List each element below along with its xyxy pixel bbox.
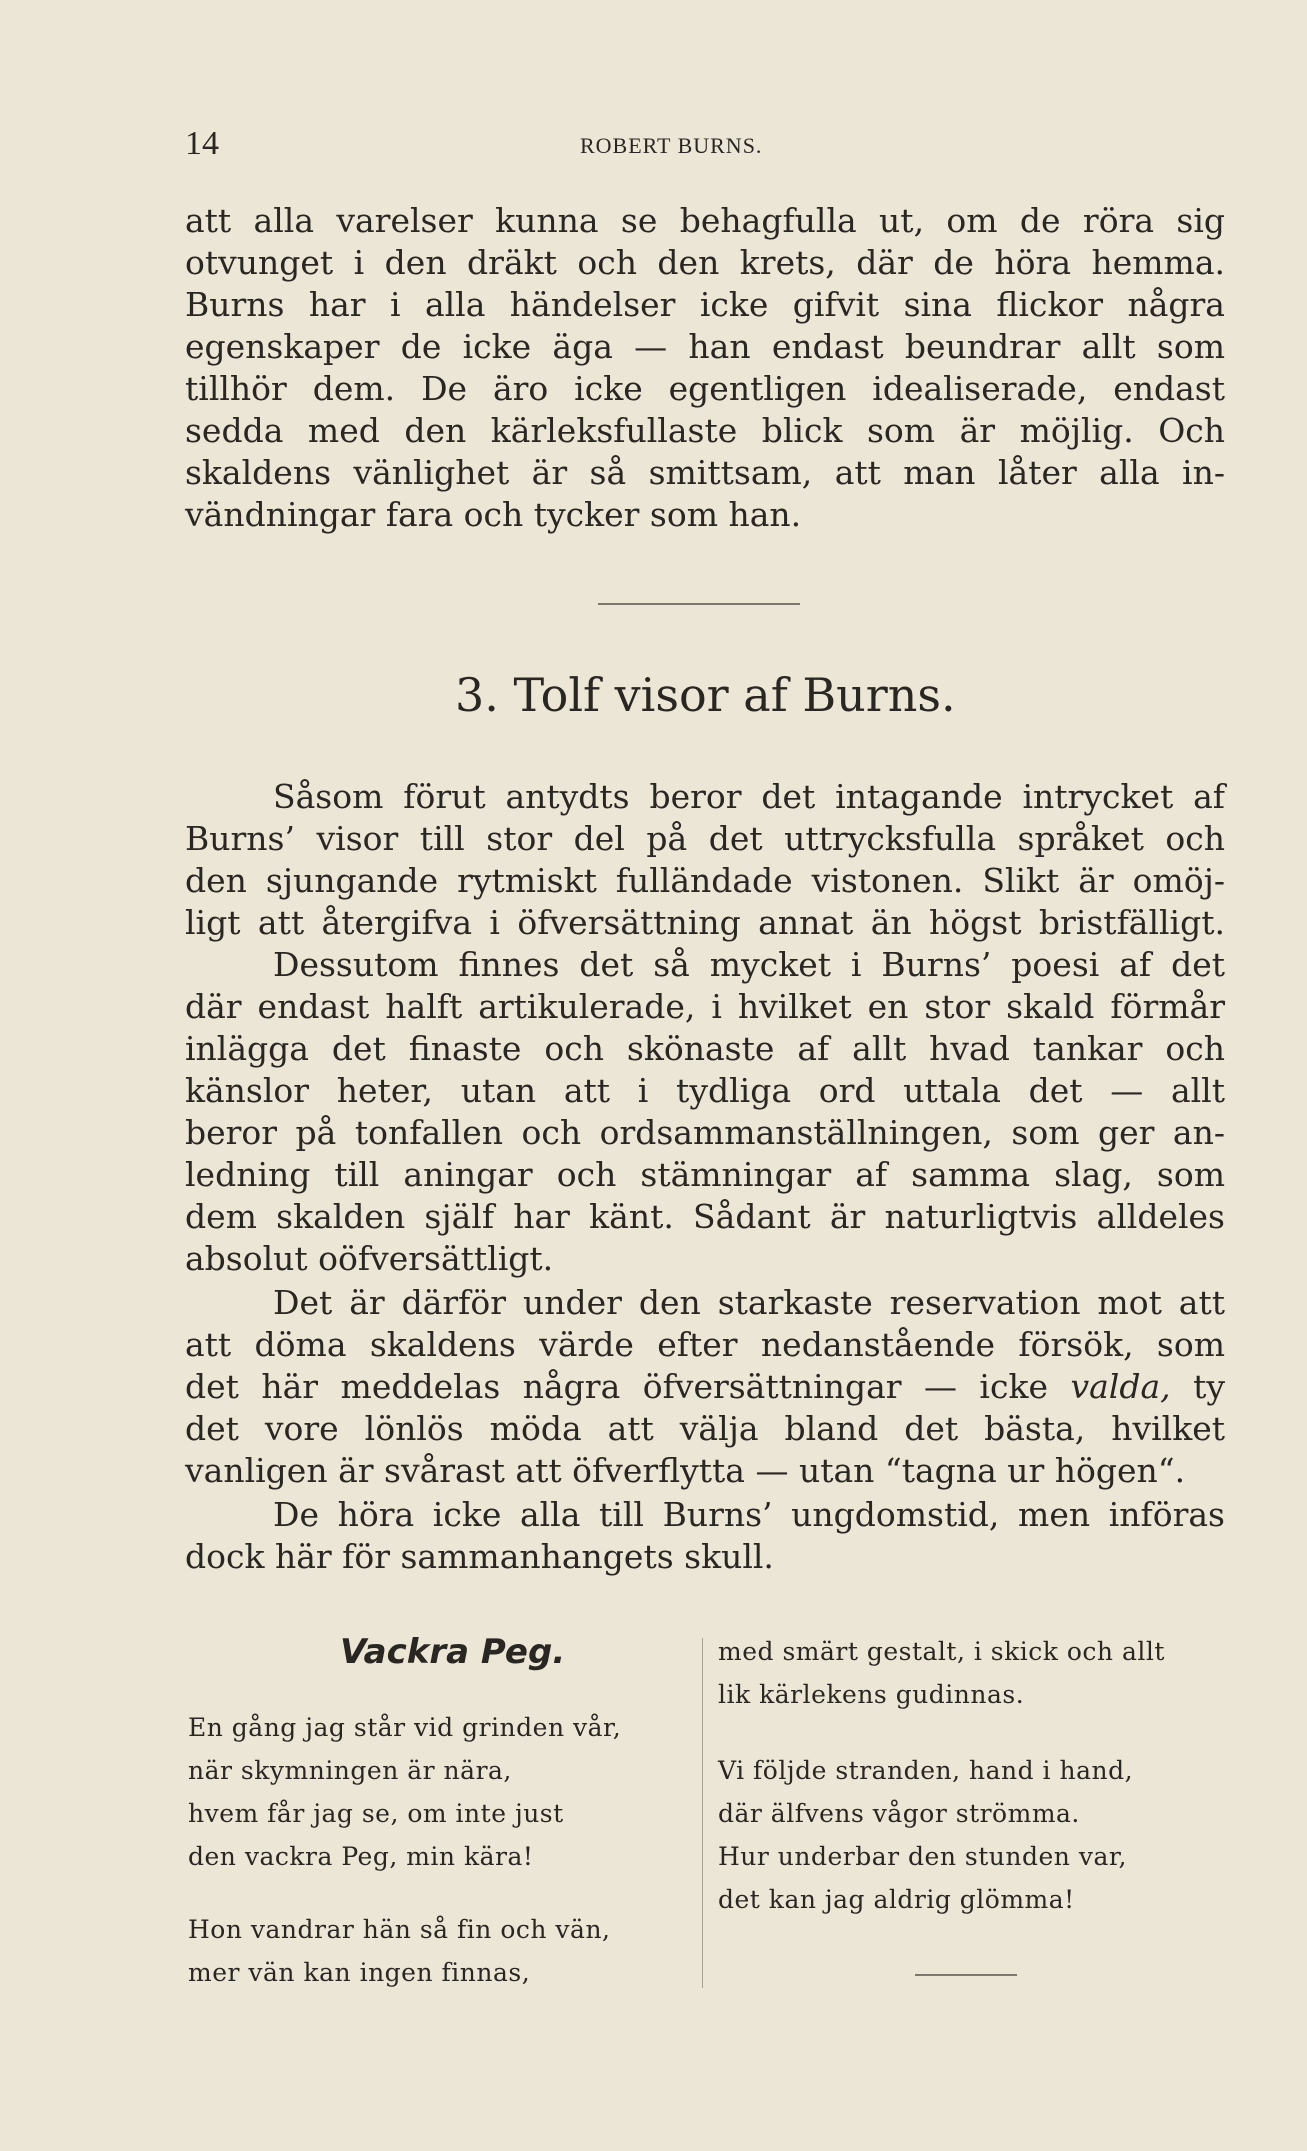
text-line: otvunget i den dräkt och den krets, där de höra hemma. bbox=[185, 243, 1225, 282]
text-line: sedda med den kärleksfullaste blick som är möjlig. Och bbox=[185, 411, 1225, 450]
text-line: Burns’ visor till stor del på det uttrycksfulla språket och bbox=[185, 819, 1225, 858]
text-segment: det här meddelas några öfversättningar — icke bbox=[185, 1367, 1071, 1406]
text-line: det vore lönlös möda att välja bland det bästa, hvilket bbox=[185, 1409, 1225, 1448]
poem-line: Hon vandrar hän så fin och vän, bbox=[188, 1915, 611, 1944]
text-line: Det är därför under den starkaste reservation mot att bbox=[273, 1283, 1225, 1322]
poem-line: En gång jag står vid grinden vår, bbox=[188, 1713, 622, 1742]
text-line: absolut oöfversättligt. bbox=[185, 1239, 554, 1278]
text-line: ligt att återgifva i öfversättning annat än högst bristfälligt. bbox=[185, 903, 1225, 942]
running-head: ROBERT BURNS. bbox=[580, 133, 763, 158]
text-line: Dessutom finnes det så mycket i Burns’ poesi af det bbox=[273, 945, 1225, 984]
text-line: den sjungande rytmiskt fulländade vistonen. Slikt är omöj- bbox=[185, 861, 1225, 900]
poem-line: när skymningen är nära, bbox=[188, 1756, 512, 1785]
poem-line: lik kärlekens gudinnas. bbox=[718, 1680, 1025, 1709]
text-line: att alla varelser kunna se behagfulla ut, om de röra sig bbox=[185, 201, 1225, 240]
text-line: tillhör dem. De äro icke egentligen idealiserade, endast bbox=[185, 369, 1225, 408]
poem-title: Vackra Peg. bbox=[340, 1632, 566, 1672]
text-line: dock här för sammanhangets skull. bbox=[185, 1537, 774, 1576]
poem-line: den vackra Peg, min kära! bbox=[188, 1842, 534, 1871]
text-line: vändningar fara och tycker som han. bbox=[185, 495, 802, 534]
poem-line: Hur underbar den stunden var, bbox=[718, 1842, 1128, 1871]
poem-line: hvem får jag se, om inte just bbox=[188, 1799, 564, 1828]
page-header bbox=[185, 125, 1225, 169]
end-rule bbox=[915, 1974, 1017, 1976]
page-number: 14 bbox=[185, 125, 219, 162]
text-line: egenskaper de icke äga — han endast beundrar allt som bbox=[185, 327, 1225, 366]
text-line: Burns har i alla händelser icke gifvit sina flickor några bbox=[185, 285, 1225, 324]
italic-word: valda, bbox=[1070, 1367, 1171, 1406]
poem-line: där älfvens vågor strömma. bbox=[718, 1799, 1080, 1828]
text-line: ledning till aningar och stämningar af samma slag, som bbox=[185, 1155, 1225, 1194]
text-line: beror på tonfallen och ordsammanställningen, som ger an- bbox=[185, 1113, 1225, 1152]
text-line bbox=[185, 1366, 1225, 1408]
column-rule bbox=[702, 1638, 703, 1988]
section-heading: 3. Tolf visor af Burns. bbox=[455, 668, 956, 722]
text-line: att döma skaldens värde efter nedanstående försök, som bbox=[185, 1325, 1225, 1364]
text-line: dem skalden själf har känt. Sådant är naturligtvis alldeles bbox=[185, 1197, 1225, 1236]
section-divider bbox=[598, 603, 800, 605]
text-line: Såsom förut antydts beror det intagande intrycket af bbox=[273, 777, 1225, 816]
poem-line: Vi följde stranden, hand i hand, bbox=[718, 1756, 1134, 1785]
text-line: känslor heter, utan att i tydliga ord uttala det — allt bbox=[185, 1071, 1225, 1110]
text-line: inlägga det finaste och skönaste af allt hvad tankar och bbox=[185, 1029, 1225, 1068]
text-segment: ty bbox=[1170, 1367, 1225, 1406]
text-line: där endast halft artikulerade, i hvilket en stor skald förmår bbox=[185, 987, 1225, 1026]
text-line: De höra icke alla till Burns’ ungdomstid, men införas bbox=[273, 1495, 1225, 1534]
poem-line: mer vän kan ingen finnas, bbox=[188, 1958, 531, 1987]
poem-line: det kan jag aldrig glömma! bbox=[718, 1885, 1075, 1914]
text-line: vanligen är svårast att öfverflytta — utan “tagna ur högen“. bbox=[185, 1451, 1186, 1490]
poem-line: med smärt gestalt, i skick och allt bbox=[718, 1637, 1165, 1666]
text-line: skaldens vänlighet är så smittsam, att man låter alla in- bbox=[185, 453, 1225, 492]
